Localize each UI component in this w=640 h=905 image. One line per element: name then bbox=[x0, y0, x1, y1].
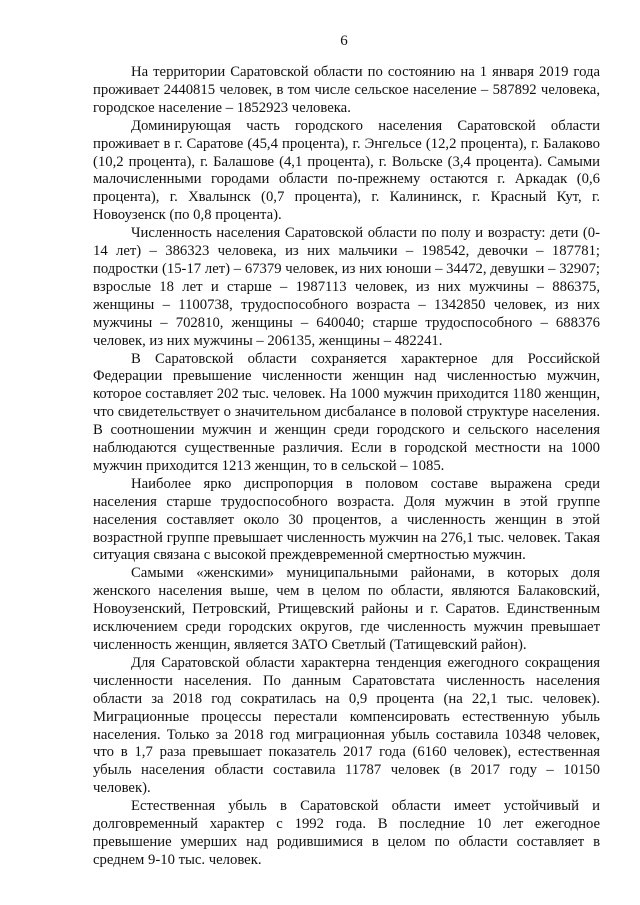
paragraph-urban-distribution: Доминирующая часть городского населения Саратовской области проживает в г. Саратове (45,4 процента), г. Энгельсе (12,2 процента), г. Балаково (10,2 процента), г. Балашове (4,1 процента), г. Вольске (3,4 процента). Самыми малочисленными городами области по-прежнему остаются г. Аркадак (0,6 процента), г. Хвалынск (0,7 процента), г. Калининск, г. Красный Кут, г. Новоузенск (по 0,8 процента). bbox=[93, 117, 600, 224]
paragraph-gender-imbalance: В Саратовской области сохраняется характерное для Российской Федерации превышение численности женщин над численностью мужчин, которое составляет 202 тыс. человек. На 1000 мужчин приходится 1180 женщин, что свидетельствует о значительном дисбалансе в половой структуре населения. В соотношении мужчин и женщин среди городского и сельского населения наблюдаются существенные различия. Если в городской местности на 1000 мужчин приходится 1213 женщин, то в сельской – 1085. bbox=[93, 350, 600, 474]
body-text bbox=[93, 64, 600, 870]
paragraph-female-districts: Самыми «женскими» муниципальными районами, в которых доля женского населения выше, чем в целом по области, являются Балаковский, Новоузенский, Петровский, Ртищевский районы и г. Саратов. Единственным исключением среди городских округов, где численность мужчин превышает численность женщин, является ЗАТО Светлый (Татищевский район). bbox=[93, 565, 600, 653]
paragraph-population-decline: Для Саратовской области характерна тенденция ежегодного сокращения численности населения. По данным Саратовстата численность населения области за 2018 год сократилась на 0,9 процента (на 22,1 тыс. человек). Миграционные процессы перестали компенсировать естественную убыль населения. Только за 2018 год миграционная убыль составила 10348 человек, что в 1,7 раза превышает показатель 2017 года (6160 человек), естественная убыль населения области составила 11787 человек (в 2017 году – 10150 человек). bbox=[93, 654, 600, 797]
paragraph-age-sex-structure: Численность населения Саратовской области по полу и возрасту: дети (0-14 лет) – 386323 человека, из них мальчики – 198542, девочки – 187781; подростки (15-17 лет) – 67379 человек, из них юноши – 34472, девушки – 32907; взрослые 18 лет и старше – 1987113 человек, из них мужчины – 886375, женщины – 1100738, трудоспособного возраста – 1342850 человек, из них мужчины – 702810, женщины – 640040; старше трудоспособного – 688376 человек, из них мужчины – 206135, женщины – 482241. bbox=[93, 225, 600, 349]
page-number: 6 bbox=[340, 33, 348, 49]
paragraph-elderly-disproportion: Наиболее ярко диспропорция в половом составе выражена среди населения старше трудоспособного возраста. Доля мужчин в этой группе населения составляет около 30 процентов, а численность женщин в этой возрастной группе превышает численность мужчин на 276,1 тыс. человек. Такая ситуация связана с высокой преждевременной смертностью мужчин. bbox=[93, 475, 600, 564]
paragraph-population-total: На территории Саратовской области по состоянию на 1 января 2019 года проживает 2440815 человек, в том числе сельское население – 587892 человека, городское население – 1852923 человека. bbox=[93, 64, 600, 116]
paragraph-natural-decrease: Естественная убыль в Саратовской области имеет устойчивый и долговременный характер с 1992 года. В последние 10 лет ежегодное превышение умерших над родившимися в целом по области составляет в среднем 9-10 тыс. человек. bbox=[93, 798, 600, 868]
